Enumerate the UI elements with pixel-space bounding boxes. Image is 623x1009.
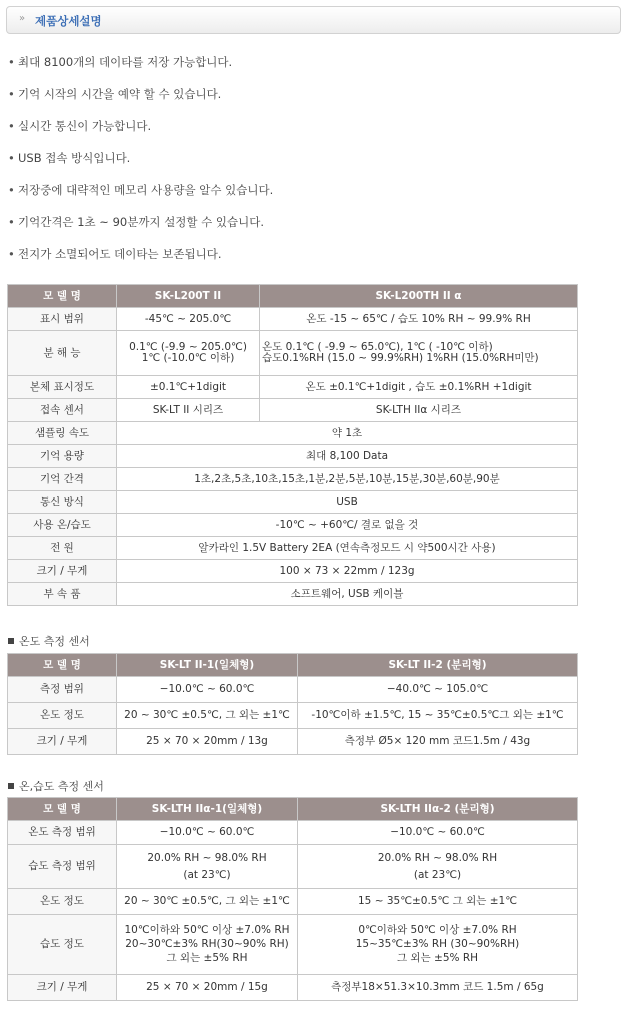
row-label: 습도 정도 (8, 915, 117, 975)
header-cell: SK-L200TH II α (260, 285, 578, 308)
table-cell (117, 915, 298, 975)
cell-line: 그 외는 ±5% RH (396, 952, 479, 964)
header-cell: SK-LT II-1(일체형) (117, 654, 298, 677)
table-cell (298, 915, 578, 975)
section-title-th (8, 778, 104, 794)
table-cell: -10℃ ~ +60℃/ 결로 없을 것 (117, 514, 578, 537)
bullet-icon: • (8, 215, 15, 229)
row-label: 온도 정도 (8, 889, 117, 915)
row-label: 크기 / 무게 (8, 975, 117, 1001)
row-label: 크기 / 무게 (8, 729, 117, 755)
cell-line: 0.1℃ (-9.9 ~ 205.0℃) (129, 341, 247, 353)
cell-line: (at 23℃) (183, 868, 231, 881)
row-label: 온도 측정 범위 (8, 821, 117, 845)
table-cell (260, 331, 578, 376)
header-cell: SK-LT II-2 (분리형) (298, 654, 578, 677)
cell-line: 20.0% RH ~ 98.0% RH (147, 851, 267, 864)
table-row (8, 308, 578, 331)
list-item (8, 82, 273, 114)
row-label: 전 원 (8, 537, 117, 560)
section-header (6, 6, 621, 34)
bullet-icon: • (8, 55, 15, 69)
feature-text: 실시간 통신이 가능합니다. (18, 119, 152, 133)
row-label: 측정 범위 (8, 677, 117, 703)
header-cell: 모 델 명 (8, 654, 117, 677)
feature-text: 저장중에 대략적인 메모리 사용량을 알수 있습니다. (18, 183, 274, 197)
table-row (8, 975, 578, 1001)
table-cell: ±0.1℃+1digit (117, 376, 260, 399)
table-cell (117, 331, 260, 376)
table-cell: 100 × 73 × 22mm / 123g (117, 560, 578, 583)
row-label: 사용 온/습도 (8, 514, 117, 537)
feature-text: 전지가 소멸되어도 데이타는 보존됩니다. (18, 247, 222, 261)
feature-text: 기억간격은 1초 ~ 90분까지 설정할 수 있습니다. (18, 215, 265, 229)
cell-line: 20~30℃±3% RH(30~90% RH) (125, 938, 289, 950)
header-cell: 모 델 명 (8, 798, 117, 821)
list-item (8, 242, 273, 274)
cell-line: 10℃이하와 50℃ 이상 ±7.0% RH (124, 924, 290, 936)
row-label: 습도 측정 범위 (8, 845, 117, 889)
table-row (8, 331, 578, 376)
table-row (8, 729, 578, 755)
row-label: 크기 / 무게 (8, 560, 117, 583)
cell-line: 그 외는 ±5% RH (166, 952, 248, 964)
table-cell: 15 ~ 35℃±0.5℃ 그 외는 ±1℃ (298, 889, 578, 915)
page-title: 제품상세설명 (35, 14, 102, 28)
th-sensor-table (7, 797, 578, 1001)
table-row (8, 445, 578, 468)
list-item (8, 178, 273, 210)
table-cell: 측정부 Ø5× 120 mm 코드1.5m / 43g (298, 729, 578, 755)
row-label: 기억 간격 (8, 468, 117, 491)
cell-line: 0℃이하와 50℃ 이상 ±7.0% RH (358, 924, 517, 936)
row-label: 표시 범위 (8, 308, 117, 331)
row-label: 온도 정도 (8, 703, 117, 729)
cell-line: (at 23℃) (413, 868, 462, 881)
table-cell: −40.0℃ ~ 105.0℃ (298, 677, 578, 703)
table-cell: 20 ~ 30℃ ±0.5℃, 그 외는 ±1℃ (117, 889, 298, 915)
row-label: 부 속 품 (8, 583, 117, 606)
bullet-icon: • (8, 87, 15, 101)
cell-line: 1℃ (-10.0℃ 이하) (141, 352, 235, 364)
section-title-text: 온도 측정 센서 (19, 635, 90, 648)
feature-list (8, 50, 273, 274)
header-cell: 모 델 명 (8, 285, 117, 308)
row-label: 기억 용량 (8, 445, 117, 468)
list-item (8, 114, 273, 146)
table-cell: 25 × 70 × 20mm / 13g (117, 729, 298, 755)
row-label: 통신 방식 (8, 491, 117, 514)
bullet-icon: • (8, 247, 15, 261)
bullet-icon: • (8, 183, 15, 197)
table-header-row (8, 654, 578, 677)
square-bullet-icon (8, 638, 14, 644)
table-cell: -10℃이하 ±1.5℃, 15 ~ 35℃±0.5℃그 외는 ±1℃ (298, 703, 578, 729)
table-cell: USB (117, 491, 578, 514)
table-row (8, 845, 578, 889)
feature-text: 기억 시작의 시간을 예약 할 수 있습니다. (18, 87, 222, 101)
row-label: 본체 표시정도 (8, 376, 117, 399)
table-cell (298, 845, 578, 889)
table-row (8, 560, 578, 583)
header-cell: SK-L200T II (117, 285, 260, 308)
table-row (8, 399, 578, 422)
table-cell: SK-LTH IIα 시리즈 (260, 399, 578, 422)
bullet-icon: • (8, 151, 15, 165)
table-row (8, 821, 578, 845)
table-cell: 측정부18×51.3×10.3mm 코드 1.5m / 65g (298, 975, 578, 1001)
table-header-row (8, 798, 578, 821)
feature-text: USB 접속 방식입니다. (18, 151, 131, 165)
cell-line: 온도 0.1℃ ( -9.9 ~ 65.0℃), 1℃ ( -10℃ 이하) (262, 341, 493, 353)
cell-line: 15~35℃±3% RH (30~90%RH) (355, 938, 520, 950)
table-row (8, 491, 578, 514)
table-cell: 최대 8,100 Data (117, 445, 578, 468)
table-cell: SK-LT II 시리즈 (117, 399, 260, 422)
feature-text: 최대 8100개의 데이타를 저장 가능합니다. (18, 55, 233, 69)
section-title-text: 온,습도 측정 센서 (19, 780, 104, 793)
row-label: 샘플링 속도 (8, 422, 117, 445)
section-title-temp (8, 633, 90, 649)
square-bullet-icon (8, 783, 14, 789)
table-row (8, 537, 578, 560)
table-cell (117, 845, 298, 889)
table-row (8, 583, 578, 606)
table-row (8, 514, 578, 537)
table-cell: 온도 ±0.1℃+1digit , 습도 ±0.1%RH +1digit (260, 376, 578, 399)
header-cell: SK-LTH IIα-1(일체형) (117, 798, 298, 821)
table-row (8, 677, 578, 703)
table-cell: 알카라인 1.5V Battery 2EA (연속측정모드 시 약500시간 사용) (117, 537, 578, 560)
table-row (8, 376, 578, 399)
bullet-icon: • (8, 119, 15, 133)
row-label: 분 해 능 (8, 331, 117, 376)
row-label: 접속 센서 (8, 399, 117, 422)
table-row (8, 703, 578, 729)
table-cell: 20 ~ 30℃ ±0.5℃, 그 외는 ±1℃ (117, 703, 298, 729)
table-cell: 소프트웨어, USB 케이블 (117, 583, 578, 606)
table-cell: −10.0℃ ~ 60.0℃ (117, 821, 298, 845)
list-item (8, 210, 273, 242)
table-cell: -45℃ ~ 205.0℃ (117, 308, 260, 331)
header-cell: SK-LTH IIα-2 (분리형) (298, 798, 578, 821)
table-cell: 1초,2초,5초,10초,15초,1분,2분,5분,10분,15분,30분,60분,90분 (117, 468, 578, 491)
table-row (8, 468, 578, 491)
list-item (8, 146, 273, 178)
table-cell: −10.0℃ ~ 60.0℃ (298, 821, 578, 845)
table-row (8, 422, 578, 445)
table-cell: 25 × 70 × 20mm / 15g (117, 975, 298, 1001)
table-row (8, 889, 578, 915)
table-cell: 약 1초 (117, 422, 578, 445)
table-row (8, 915, 578, 975)
temp-sensor-table (7, 653, 578, 755)
cell-line: 20.0% RH ~ 98.0% RH (377, 851, 498, 864)
spec-table (7, 284, 578, 606)
list-item (8, 50, 273, 82)
table-header-row (8, 285, 578, 308)
cell-line: 습도0.1%RH (15.0 ~ 99.9%RH) 1%RH (15.0%RH미만) (262, 352, 539, 364)
table-cell: −10.0℃ ~ 60.0℃ (117, 677, 298, 703)
table-cell: 온도 -15 ~ 65℃ / 습도 10% RH ~ 99.9% RH (260, 308, 578, 331)
chevron-right-icon: » (19, 13, 26, 24)
